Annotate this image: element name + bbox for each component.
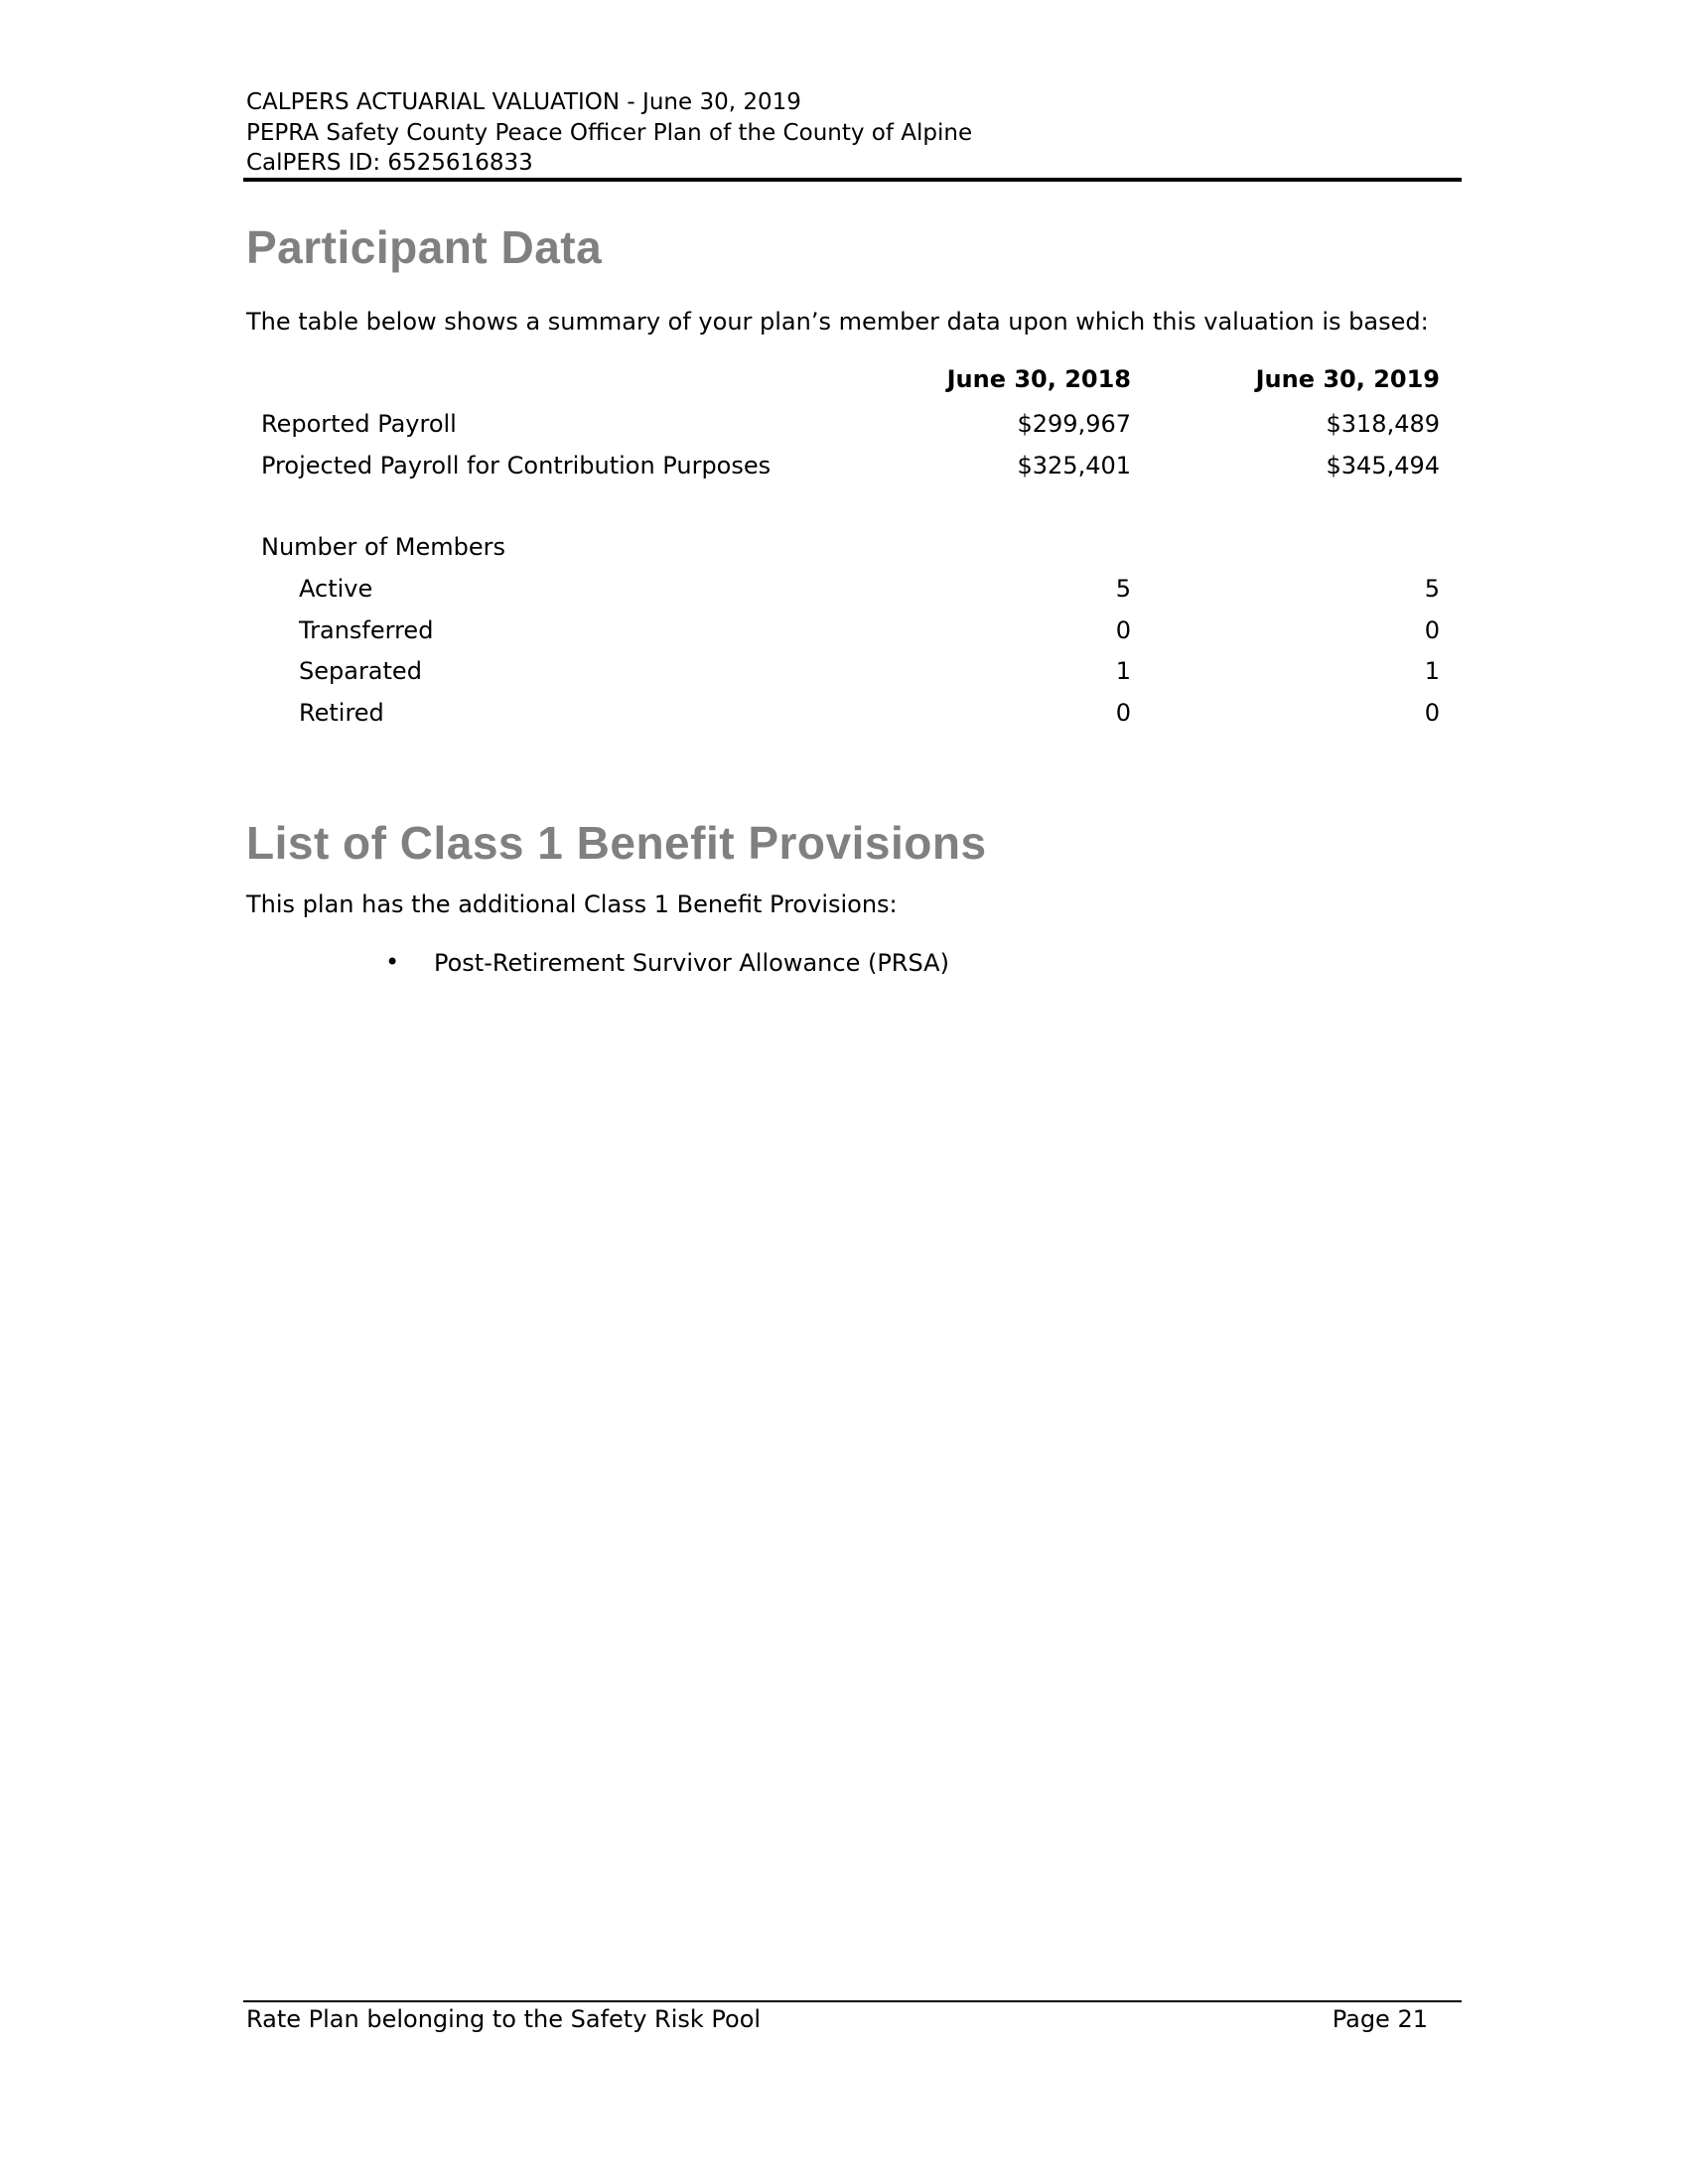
row-value-2019: $345,494 [1326,452,1440,479]
table-header-row [0,365,1688,399]
row-value-2018: $299,967 [1017,410,1131,438]
row-value-2019: 5 [1424,575,1440,603]
row-label: Retired [299,699,384,727]
footer-rule [243,2000,1462,2002]
row-label: Number of Members [261,533,506,561]
table-row-projected-payroll [0,452,1688,485]
participant-data-title: Participant Data [246,221,603,273]
row-value-2018: 5 [1115,575,1131,603]
row-value-2019: 0 [1424,699,1440,727]
list-item-text: Post-Retirement Survivor Allowance (PRSA) [434,949,949,977]
column-header-2019: June 30, 2019 [1255,365,1440,393]
header-plan-name: PEPRA Safety County Peace Officer Plan of the County of Alpine [246,119,973,146]
row-value-2018: 0 [1115,616,1131,644]
page-header [246,87,1460,179]
row-label: Separated [299,657,422,685]
row-label: Reported Payroll [261,410,457,438]
header-report-title: CALPERS ACTUARIAL VALUATION - June 30, 2019 [246,89,801,115]
class1-provisions-intro: This plan has the additional Class 1 Benefit Provisions: [246,890,898,918]
participant-data-intro: The table below shows a summary of your plan’s member data upon which this valuation is based: [246,308,1429,336]
table-row-number-of-members [0,533,1688,567]
header-calpers-id: CalPERS ID: 6525616833 [246,150,533,176]
header-rule [243,178,1462,182]
row-label: Active [299,575,373,603]
row-value-2018: $325,401 [1017,452,1131,479]
bullet-icon: • [385,948,400,976]
row-value-2019: 0 [1424,616,1440,644]
table-row-transferred [0,616,1688,650]
table-row-active [0,575,1688,609]
row-value-2019: $318,489 [1326,410,1440,438]
row-value-2019: 1 [1424,657,1440,685]
footer-page-number: Page 21 [1332,2005,1428,2033]
row-value-2018: 1 [1115,657,1131,685]
class1-provisions-title: List of Class 1 Benefit Provisions [246,817,987,869]
row-label: Transferred [299,616,434,644]
table-row-reported-payroll [0,410,1688,444]
column-header-2018: June 30, 2018 [946,365,1131,393]
row-label: Projected Payroll for Contribution Purposes [261,452,772,479]
row-value-2018: 0 [1115,699,1131,727]
table-row-separated [0,657,1688,691]
table-row-retired [0,699,1688,733]
footer-pool-label: Rate Plan belonging to the Safety Risk Pool [246,2005,762,2033]
